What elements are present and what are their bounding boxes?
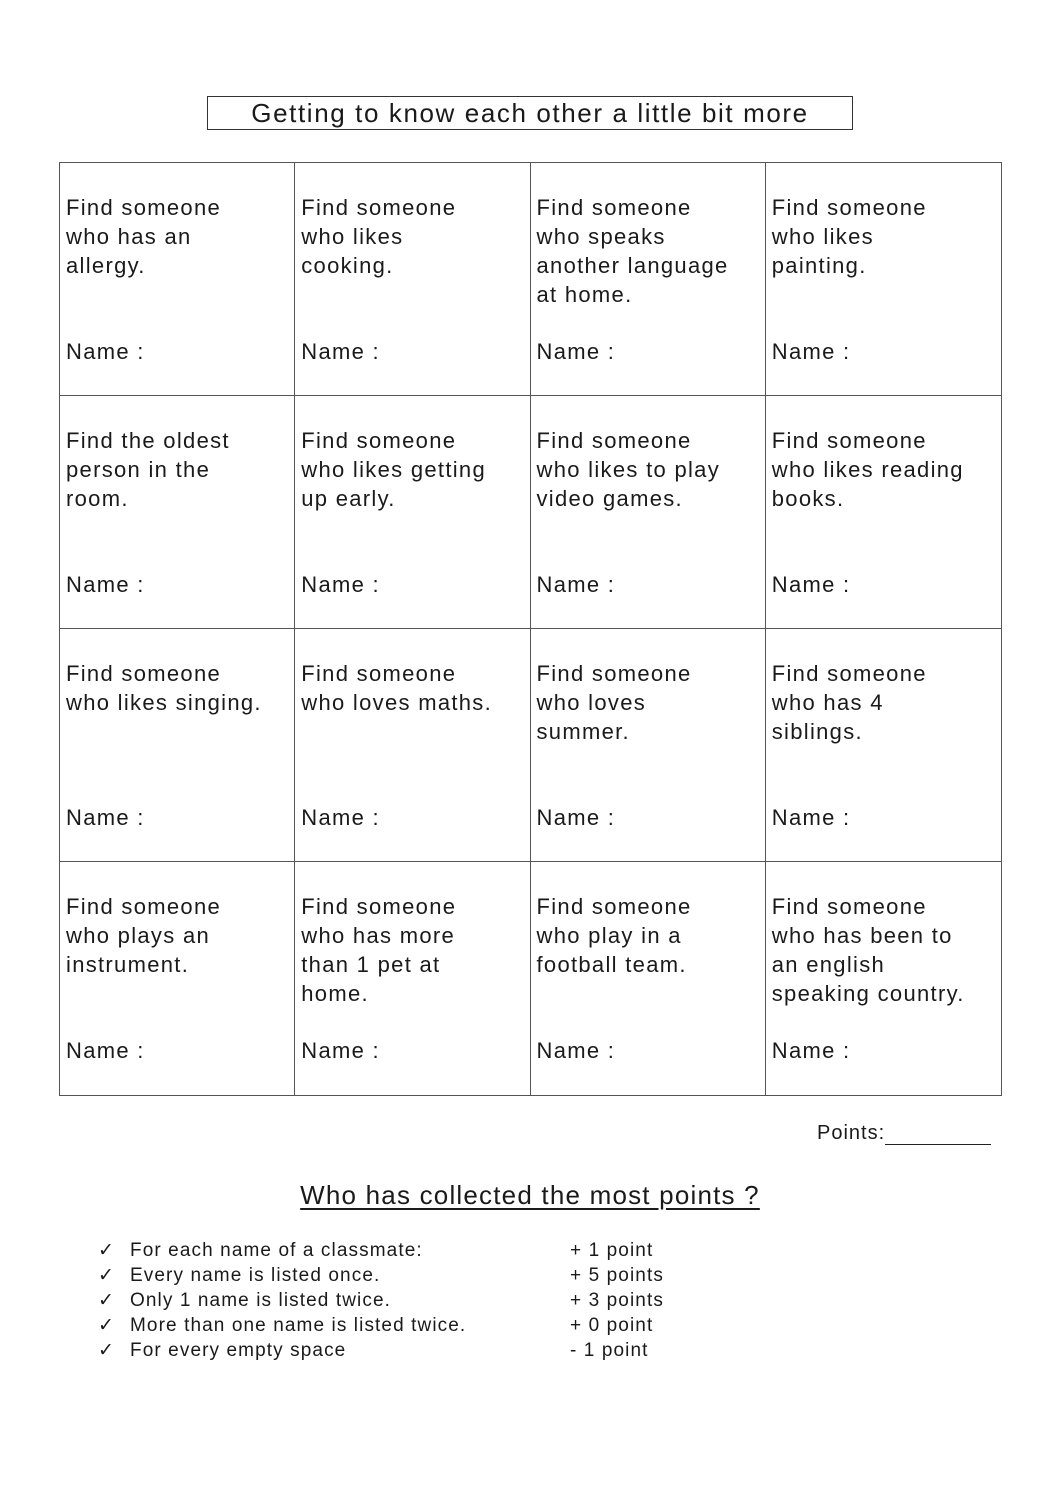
cell-name-label: Name : — [536, 805, 616, 830]
cell-name-label: Name : — [66, 805, 145, 830]
rule-points: + 3 points — [570, 1290, 664, 1311]
points-blank-line[interactable] — [885, 1124, 991, 1145]
grid-cell[interactable] — [531, 629, 766, 862]
rule-points: - 1 point — [570, 1340, 649, 1361]
section-heading-text: Who has collected the most points ? — [300, 1180, 760, 1210]
rule-text: For each name of a classmate: — [130, 1240, 423, 1261]
cell-name-label: Name : — [66, 339, 145, 364]
cell-prompt: Find someone who likes reading books. — [771, 428, 964, 511]
cell-prompt: Find someone who has 4 siblings. — [771, 661, 927, 744]
section-heading — [0, 1180, 1060, 1211]
cell-name-label: Name : — [66, 572, 145, 597]
checkmark-icon: ✓ — [98, 1315, 116, 1336]
cell-name-label: Name : — [536, 339, 616, 364]
rules-list — [98, 1238, 798, 1363]
cell-name-label: Name : — [301, 1038, 380, 1063]
grid-cell[interactable] — [766, 396, 1001, 629]
grid-cell[interactable] — [295, 396, 530, 629]
cell-prompt: Find the oldest person in the room. — [66, 428, 230, 511]
cell-name-label: Name : — [771, 339, 851, 364]
rule-text: For every empty space — [130, 1340, 347, 1361]
checkmark-icon: ✓ — [98, 1240, 116, 1261]
cell-prompt: Find someone who plays an instrument. — [66, 894, 222, 977]
grid-cell[interactable] — [531, 396, 766, 629]
rule-points: + 0 point — [570, 1315, 654, 1336]
cell-name-label: Name : — [771, 572, 851, 597]
cell-prompt: Find someone who likes painting. — [771, 195, 927, 278]
checkmark-icon: ✓ — [98, 1340, 116, 1361]
cell-prompt: Find someone who has more than 1 pet at home. — [301, 894, 457, 1006]
checkmark-icon: ✓ — [98, 1290, 116, 1311]
cell-name-label: Name : — [536, 572, 616, 597]
cell-prompt: Find someone who speaks another language at home. — [536, 195, 729, 307]
cell-name-label: Name : — [301, 572, 380, 597]
grid-cell[interactable] — [766, 629, 1001, 862]
cell-prompt: Find someone who has been to an english speaking country. — [771, 894, 965, 1006]
rule-text: Only 1 name is listed twice. — [130, 1290, 391, 1311]
checkmark-icon: ✓ — [98, 1265, 116, 1286]
grid-cell[interactable] — [766, 862, 1001, 1095]
points-label: Points: — [817, 1122, 886, 1144]
cell-name-label: Name : — [771, 805, 851, 830]
cell-name-label: Name : — [66, 1038, 145, 1063]
grid-cell[interactable] — [531, 163, 766, 396]
grid-cell[interactable] — [60, 163, 295, 396]
cell-name-label: Name : — [301, 805, 380, 830]
grid-cell[interactable] — [295, 629, 530, 862]
rule-item — [98, 1313, 798, 1338]
rule-item — [98, 1238, 798, 1263]
cell-prompt: Find someone who play in a football team. — [536, 894, 692, 977]
cell-name-label: Name : — [301, 339, 380, 364]
cell-prompt: Find someone who likes to play video games. — [536, 428, 721, 511]
grid-cell[interactable] — [60, 629, 295, 862]
grid-cell[interactable] — [295, 862, 530, 1095]
rule-item — [98, 1263, 798, 1288]
grid-cell[interactable] — [531, 862, 766, 1095]
rule-points: + 5 points — [570, 1265, 664, 1286]
grid-cell[interactable] — [766, 163, 1001, 396]
page-title: Getting to know each other a little bit more — [207, 96, 853, 130]
bingo-grid — [59, 162, 1002, 1096]
cell-prompt: Find someone who likes cooking. — [301, 195, 457, 278]
points-field[interactable] — [817, 1122, 991, 1145]
grid-cell[interactable] — [60, 396, 295, 629]
cell-prompt: Find someone who likes singing. — [66, 661, 262, 715]
rule-text: Every name is listed once. — [130, 1265, 381, 1286]
cell-prompt: Find someone who has an allergy. — [66, 195, 222, 278]
cell-prompt: Find someone who likes getting up early. — [301, 428, 486, 511]
cell-name-label: Name : — [536, 1038, 616, 1063]
cell-name-label: Name : — [771, 1038, 851, 1063]
cell-prompt: Find someone who loves maths. — [301, 661, 493, 715]
rule-item — [98, 1338, 798, 1363]
rule-text: More than one name is listed twice. — [130, 1315, 467, 1336]
rule-points: + 1 point — [570, 1240, 654, 1261]
rule-item — [98, 1288, 798, 1313]
cell-prompt: Find someone who loves summer. — [536, 661, 692, 744]
grid-cell[interactable] — [60, 862, 295, 1095]
grid-cell[interactable] — [295, 163, 530, 396]
